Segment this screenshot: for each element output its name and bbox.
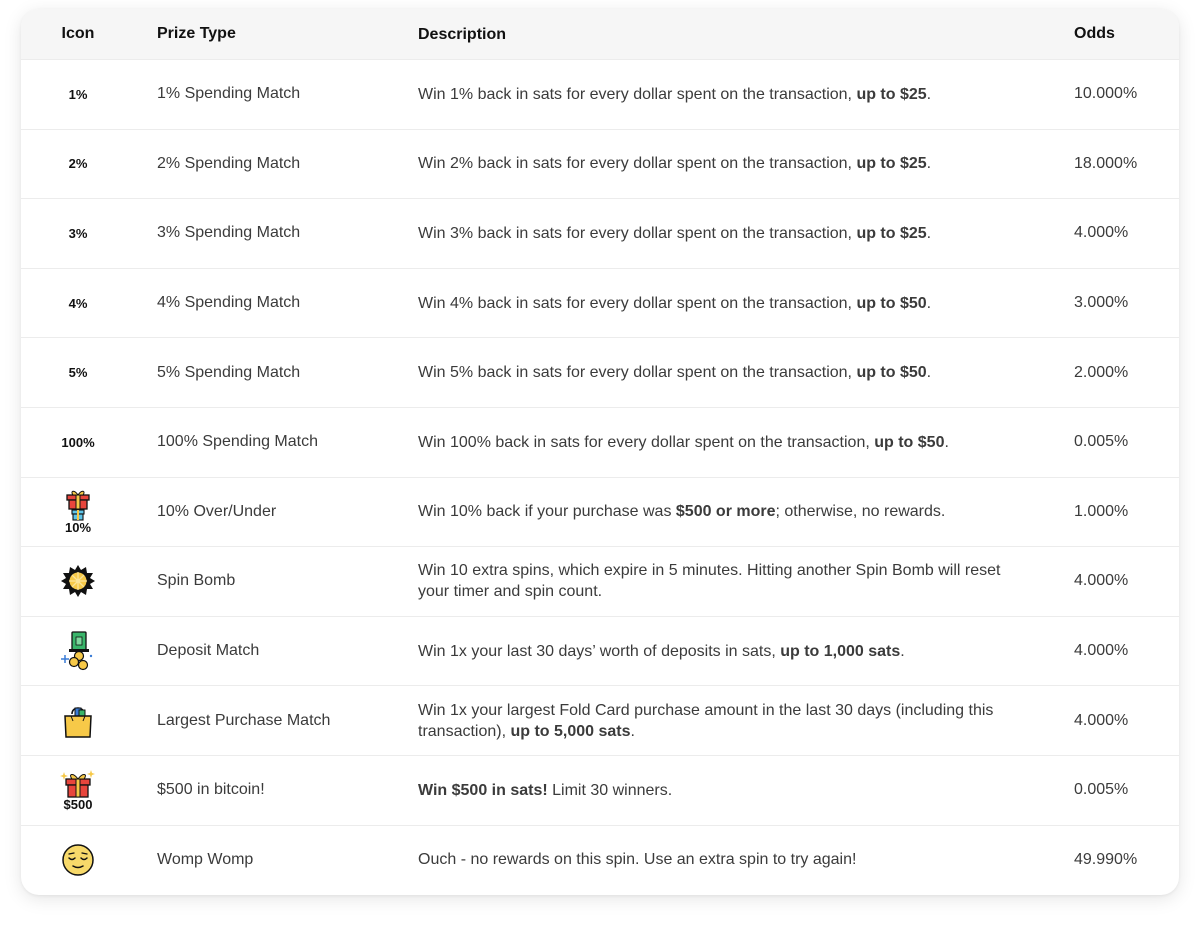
odds: 49.990% <box>1074 850 1138 868</box>
prize-type: 2% Spending Match <box>157 154 301 172</box>
desc-text-end: . <box>900 642 905 660</box>
header-prize-type: Prize Type <box>157 25 236 42</box>
header-description: Description <box>418 25 507 43</box>
desc-bold: $500 or more <box>675 503 776 521</box>
desc-bold: up to $50 <box>874 433 945 451</box>
desc-bold: Win $500 in sats! <box>418 781 548 799</box>
desc-bold: up to $50 <box>856 294 927 312</box>
table-row <box>21 198 1179 268</box>
desc-text: Win 5% back in sats for every dollar spent on the transaction, <box>418 364 857 382</box>
description <box>396 560 1053 602</box>
percent-5-icon <box>21 365 135 380</box>
odds: 3.000% <box>1074 294 1129 312</box>
icon-label: 2% <box>68 156 88 172</box>
description <box>396 641 1053 662</box>
desc-text: Win 10 extra spins, which expire in 5 minutes. Hitting another Spin Bomb will reset your timer and spin count. <box>418 562 1001 601</box>
desc-text-end: ; otherwise, no rewards. <box>775 503 946 521</box>
header-icon: Icon <box>61 25 95 42</box>
percent-4-icon <box>21 296 135 311</box>
odds: 10.000% <box>1074 85 1138 103</box>
desc-bold: up to 5,000 sats <box>510 722 631 740</box>
prize-type: $500 in bitcoin! <box>157 781 265 799</box>
table-row <box>21 685 1179 755</box>
odds: 18.000% <box>1074 154 1138 172</box>
desc-text-end: . <box>926 224 932 242</box>
gift-stack-icon <box>65 488 91 535</box>
desc-bold: up to $25 <box>856 224 927 242</box>
desc-text-end: . <box>630 722 635 740</box>
gift-stack-graphic <box>65 488 91 522</box>
desc-text: Win 4% back in sats for every dollar spent on the transaction, <box>418 294 857 312</box>
table-row <box>21 546 1179 616</box>
table-row <box>21 268 1179 338</box>
description <box>396 362 1053 383</box>
percent-1-icon <box>21 87 135 102</box>
table-header <box>21 9 1179 59</box>
icon-label: $500 <box>63 796 93 812</box>
percent-100-icon <box>21 435 135 450</box>
deposit-coins-graphic <box>60 631 96 671</box>
odds: 0.005% <box>1074 781 1129 799</box>
prize-type: 4% Spending Match <box>157 294 301 312</box>
header-odds: Odds <box>1074 25 1115 42</box>
description <box>396 293 1053 314</box>
prize-type: 100% Spending Match <box>157 433 318 451</box>
table-row <box>21 477 1179 547</box>
sparkle-gift-icon <box>60 769 96 812</box>
description <box>396 849 1053 870</box>
desc-text-end: . <box>926 294 932 312</box>
desc-text: Win 1x your last 30 days’ worth of deposits in sats, <box>418 642 781 660</box>
table-row <box>21 755 1179 825</box>
prize-type: 5% Spending Match <box>157 363 301 381</box>
prize-type: Largest Purchase Match <box>157 711 331 729</box>
relieved-face-icon <box>21 843 135 877</box>
percent-3-icon <box>21 226 135 241</box>
description <box>396 223 1053 244</box>
desc-text: Win 3% back in sats for every dollar spent on the transaction, <box>418 224 857 242</box>
description <box>396 432 1053 453</box>
spin-bomb-graphic <box>61 564 95 598</box>
relieved-face-graphic <box>61 843 95 877</box>
desc-bold: up to 1,000 sats <box>780 642 901 660</box>
odds: 4.000% <box>1074 224 1129 242</box>
desc-text: Ouch - no rewards on this spin. Use an extra spin to try again! <box>418 851 857 869</box>
shopping-bag-graphic <box>63 703 93 739</box>
table-row <box>21 407 1179 477</box>
desc-text-end: Limit 30 winners. <box>547 781 673 799</box>
prize-type: 1% Spending Match <box>157 85 301 103</box>
table-row <box>21 59 1179 129</box>
desc-text: Win 1x your largest Fold Card purchase amount in the last 30 days (including this transaction), <box>418 701 994 740</box>
icon-label: 3% <box>68 225 88 241</box>
desc-text: Win 1% back in sats for every dollar spent on the transaction, <box>418 85 857 103</box>
odds: 0.005% <box>1074 433 1129 451</box>
prize-type: Womp Womp <box>157 850 254 868</box>
odds: 4.000% <box>1074 572 1129 590</box>
prize-table <box>21 9 1179 895</box>
icon-label: 1% <box>68 86 88 102</box>
sparkle-gift-graphic <box>60 769 96 799</box>
icon-label: 5% <box>68 365 88 381</box>
odds: 2.000% <box>1074 363 1129 381</box>
odds: 4.000% <box>1074 711 1129 729</box>
icon-label: 100% <box>61 434 95 450</box>
desc-text-end: . <box>926 155 932 173</box>
desc-bold: up to $25 <box>856 155 927 173</box>
desc-text-end: . <box>926 85 932 103</box>
desc-bold: up to $25 <box>856 85 927 103</box>
description <box>396 700 1053 742</box>
prize-type: Deposit Match <box>157 642 260 660</box>
description <box>396 501 1053 522</box>
description <box>396 153 1053 174</box>
icon-cell <box>21 488 135 535</box>
odds: 4.000% <box>1074 642 1129 660</box>
table-row <box>21 129 1179 199</box>
shopping-bag-icon <box>21 703 135 739</box>
prize-type: 3% Spending Match <box>157 224 301 242</box>
table-row <box>21 825 1179 895</box>
prize-type: Spin Bomb <box>157 572 236 590</box>
spin-bomb-icon <box>21 564 135 598</box>
desc-text: Win 2% back in sats for every dollar spent on the transaction, <box>418 155 857 173</box>
table-row <box>21 337 1179 407</box>
desc-text: Win 100% back in sats for every dollar spent on the transaction, <box>418 433 875 451</box>
description <box>396 780 1053 801</box>
prize-type: 10% Over/Under <box>157 502 277 520</box>
percent-2-icon <box>21 156 135 171</box>
desc-bold: up to $50 <box>856 364 927 382</box>
table-row <box>21 616 1179 686</box>
desc-text-end: . <box>926 364 932 382</box>
icon-cell <box>21 769 135 812</box>
icon-label: 10% <box>64 520 92 536</box>
icon-label: 4% <box>68 295 88 311</box>
description <box>396 84 1053 105</box>
deposit-coins-icon <box>21 631 135 671</box>
desc-text: Win 10% back if your purchase was <box>418 503 676 521</box>
odds: 1.000% <box>1074 502 1129 520</box>
desc-text-end: . <box>944 433 949 451</box>
